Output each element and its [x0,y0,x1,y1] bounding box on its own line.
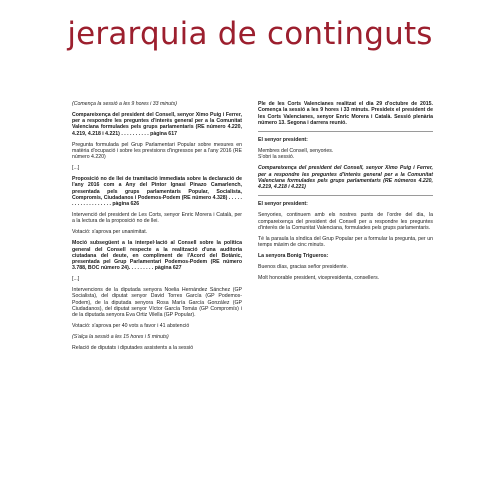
speaker-label: El senyor president: [258,137,308,144]
agenda-heading: Compareixença del president del Consell, senyor Ximo Puig i Ferrer, per a respondre les preguntes d'interès general per a la Comunitat Valenciana formulades pels grups parlamentaris (RE números 4.220, 4.219, 4.218 i 4.221) [258,165,433,191]
session-end-note: (S'alça la sessió a les 15 hores i 5 minuts) [72,334,169,341]
agenda-vote-result: Votació: s'aprova per 40 vots a favor i 41 abstenció [72,323,190,330]
speech-paragraph: Té la paraula la síndica del Grup Popular per a formular la pregunta, per un temps màxim de cinc minuts. [258,235,433,249]
ellipsis: [...] [72,165,80,172]
speech-line: Molt honorable president, vicepresidenta, consellers. [258,274,380,281]
speech-paragraph: Senyories, continuem amb els nostres punts de l'ordre del dia, la compareixença del president del Consell per a respondre les preguntes d'interès de la Comunitat Valenciana, formulades pels grups parlamentaris. [258,212,433,231]
attendance-list: Relació de diputats i diputades assistents a la sessió [72,345,194,352]
divider [258,195,433,196]
speaker-label: El senyor president: [258,201,308,208]
agenda-vote: Votació: s'aprova per unanimitat. [72,229,148,236]
agenda-item-proposal: Proposició no de llei de tramitació immediata sobre la declaració de l'any 2016 com a Any del Pintor Ignasi Pinazo Camarlench, presentada pels grups parlamentaris Popular, Socialista, Compromís, Ciudadanos i Podemos-Podem (RE número 4.328) . . . . . . . . . . . . . . . . . . . pàgina 626 [72,176,242,208]
session-start-note: (Comença la sessió a les 9 hores i 33 minuts) [72,101,177,107]
agenda-interventions: Intervencions de la diputada senyora Noelia Hernández Sánchez (GP Socialista), del diputat senyor David Torres García (GP Podemos-Podem), de la diputada senyora Rosa María García González (GP Ciudadanos), del diputat senyor Víctor García Tomás (GP Compromís) i de la diputada senyora Eva Ortiz Vilella (GP Popular). [72,287,242,319]
left-column [72,101,242,356]
divider [258,131,433,132]
agenda-question: Pregunta formulada pel Grup Parlamentari Popular sobre mesures en matèria d'ocupació i sobre les previsions d'ingressos per a l'any 2016 (RE número 4.220) [72,141,242,161]
speech-line: Buenos días, gracias señor presidente. [258,263,348,270]
agenda-item-motion: Moció subsegüent a la interpel·lació al Consell sobre la política general del Consell respecte a la realització d'una auditoria ciutadana del deute, en compliment de l'Acord del Botànic, presentada pel Grup Parlamentari Podemos-Podem (RE número 3.788, BOC número 24). . . . . . . . . pàgina 627 [72,240,242,272]
page-title: jerarquia de continguts [67,16,433,52]
agenda-item-appearance: Compareixença del president del Consell, senyor Ximo Puig i Ferrer, per a respondre les preguntes d'interès general per a la Comunitat Valenciana formulades pels grups parlamentaris (RE número 4.220, 4.219, 4.218 i 4.221) . . . . . . . . . . pàgina 617 [72,111,242,137]
speech-line: S'obri la sessió. [258,154,295,161]
speaker-label: La senyora Bonig Trigueros: [258,253,329,260]
session-header: Ple de les Corts Valencianes realitzat el dia 29 d'octubre de 2015. Comença la sessió a les 9 hores i 33 minuts. Presideix el president de les Corts Valencianes, senyor Enric Morera i Català. Sessió plenària número 13. Segona i darrera reunió. [258,101,433,126]
agenda-intervention: Intervenció del president de Les Corts, senyor Enric Morera i Català, per a la lectura de la proposició no de llei. [72,212,242,225]
right-column [258,101,433,286]
speech-line: Membres del Consell, senyories. [258,148,334,155]
ellipsis: [...] [72,276,80,283]
